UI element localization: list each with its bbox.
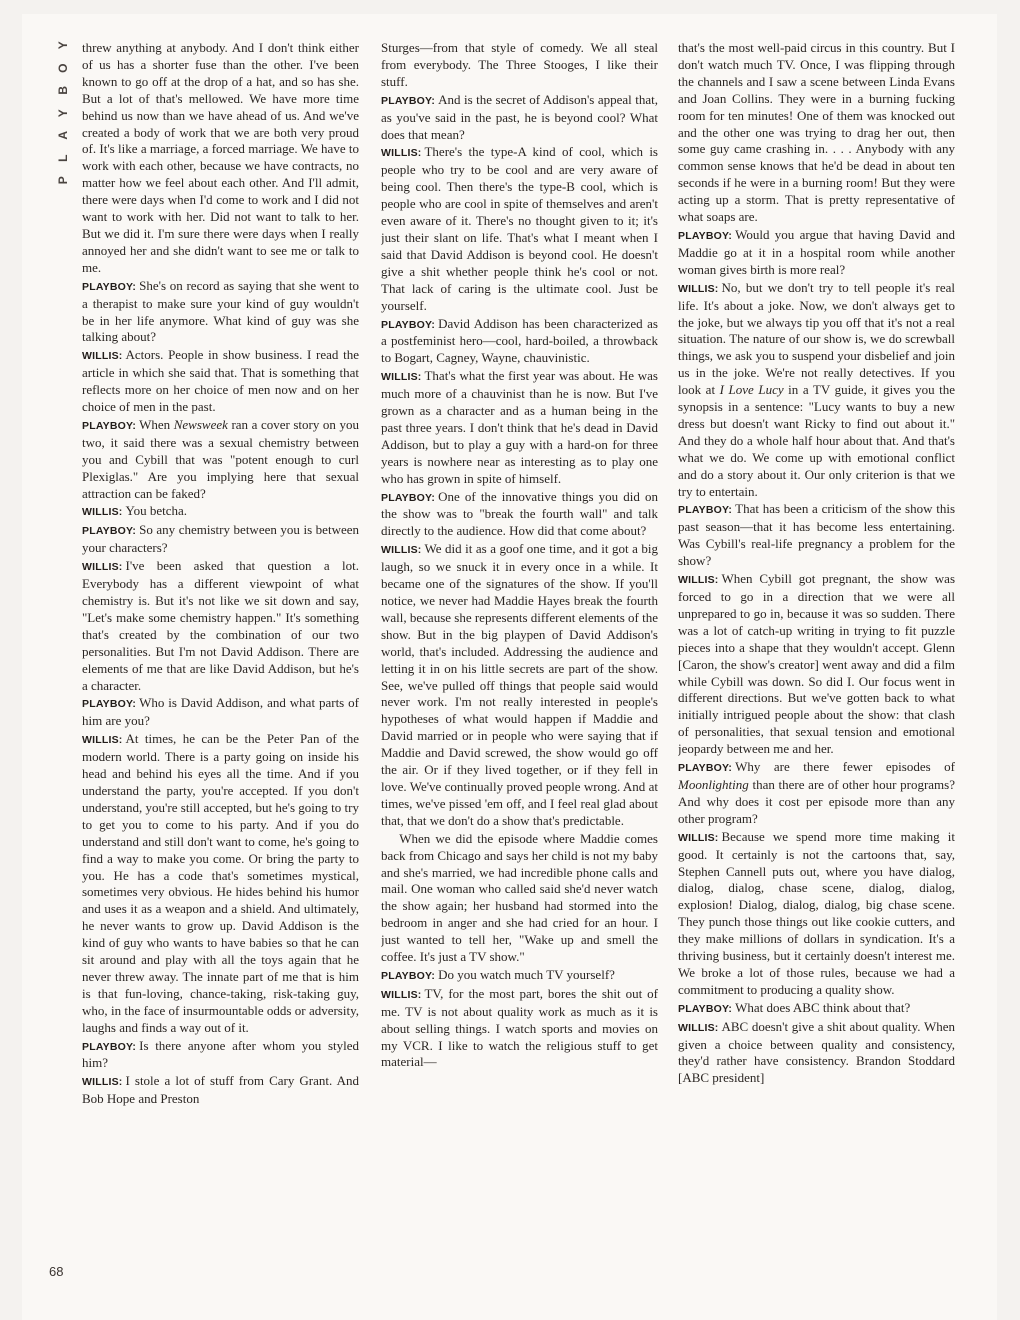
- speaker-label: PLAYBOY:: [678, 504, 733, 517]
- interview-paragraph: [678, 571, 955, 758]
- paragraph-text: Is there anyone after whom you styled him?: [82, 1037, 359, 1071]
- paragraph-text: That has been a criticism of the show this past season—that it has become less entertaining. Was Cybill's real-life pregnancy a problem for the show?: [678, 501, 955, 569]
- interview-paragraph: [678, 1000, 955, 1018]
- interview-paragraph: [82, 417, 359, 503]
- interview-paragraph: [82, 503, 359, 521]
- masthead-letter: O: [55, 63, 70, 73]
- paragraph-text: Why are there fewer episodes of: [735, 759, 955, 775]
- paragraph-text: You betcha.: [125, 503, 187, 519]
- continuation-paragraph: [82, 40, 359, 277]
- paragraph-text: ran a cover story on you two, it said there was a sexual chemistry between you and Cybill that was "potent enough to curl Plexiglas." Are you implying here that sexual attraction can be faked?: [82, 416, 359, 501]
- continuation-paragraph: [381, 40, 658, 91]
- speaker-label: PLAYBOY:: [678, 1002, 733, 1015]
- speaker-label: PLAYBOY:: [82, 419, 137, 432]
- paragraph-text: threw anything at anybody. And I don't think either of us has a shorter fuse than the other. I've been known to go off at the drop of a hat, and so has she. But a lot of that's mellowed. We have more time behind us now than we have ahead of us. And we've created a body of work that we are both very proud of. It's like a marriage, a forced marriage. We have to work with each other, because we have contracts, no matter how we feel about each other. And I'll admit, there were days when I'd come to work and I did not want to work with her. Did not want to talk to her. But we did it. I'm sure there were days when I really annoyed her and she didn't want to see me or talk to me.: [82, 40, 359, 275]
- paragraph-text: What does ABC think about that?: [735, 999, 911, 1015]
- speaker-label: WILLIS:: [82, 734, 123, 747]
- speaker-label: WILLIS:: [381, 988, 422, 1001]
- paragraph-text: David Addison has been characterized as a postfeminist hero—cool, hard-boiled, a throwback to Bogart, Cagney, Wayne, chauvinistic.: [381, 315, 658, 366]
- paragraph-text: Would you argue that having David and Maddie go at it in a hospital room while another woman gives birth is more real?: [678, 226, 955, 277]
- interview-paragraph: [82, 695, 359, 730]
- speaker-label: PLAYBOY:: [381, 318, 436, 331]
- paragraph-text: than there are of other hour programs? And why does it cost per episode more than any other program?: [678, 776, 955, 826]
- paragraph-text: Sturges—from that style of comedy. We all steal from everybody. The Three Stooges, I like their stuff.: [381, 40, 658, 89]
- interview-paragraph: [82, 278, 359, 347]
- text-column-2: [381, 40, 658, 1292]
- paragraph-text: in a TV guide, it gives you the synopsis in a sentence: "Lucy wants to buy a new dress but doesn't want Ricky to find out about it." And they do a whole half hour about that. And that's what we do. We come up with emotional conflict and do a story about it. Our only criterion is that we try to entertain.: [678, 382, 955, 499]
- interview-paragraph: [381, 368, 658, 487]
- masthead-letter: B: [55, 85, 70, 95]
- speaker-label: WILLIS:: [82, 1076, 123, 1089]
- interview-paragraph: [82, 522, 359, 557]
- speaker-label: WILLIS:: [381, 147, 422, 160]
- masthead: [52, 34, 74, 192]
- text-column-1: [82, 40, 359, 1292]
- interview-paragraph: [678, 1019, 955, 1088]
- speaker-label: WILLIS:: [381, 544, 422, 557]
- magazine-page: [22, 14, 997, 1320]
- interview-paragraph: [678, 227, 955, 279]
- speaker-label: PLAYBOY:: [82, 280, 137, 293]
- paragraph-text: So any chemistry between you is between your characters?: [82, 522, 359, 556]
- speaker-label: WILLIS:: [678, 574, 719, 587]
- interview-paragraph: [82, 1073, 359, 1108]
- paragraph-text: When we did the episode where Maddie comes back from Chicago and says her child is not my baby and she's married, we had incredible phone calls and mail. One woman who called said she'd never watch the show again; her husband had stormed into the bedroom in anger and she had cried for an hour. I just wanted to tell her, "Wake up and smell the coffee. It's just a TV show.": [381, 830, 658, 965]
- masthead-letter: L: [55, 154, 70, 162]
- paragraph-text: ABC doesn't give a shit about quality. When given a choice between quality and consistency, they'd rather have consistency. Brandon Stoddard [ABC president]: [678, 1018, 955, 1086]
- speaker-label: WILLIS:: [82, 350, 123, 363]
- interview-paragraph: [82, 731, 359, 1036]
- interview-paragraph: [678, 759, 955, 828]
- speaker-label: PLAYBOY:: [381, 969, 436, 982]
- speaker-label: PLAYBOY:: [678, 762, 733, 775]
- continuation-paragraph: [381, 831, 658, 966]
- masthead-letter: P: [55, 176, 70, 185]
- interview-paragraph: [678, 501, 955, 570]
- speaker-label: WILLIS:: [82, 561, 123, 574]
- speaker-label: PLAYBOY:: [381, 94, 436, 107]
- paragraph-text: That's what the first year was about. He was much more of a chauvinist than he is now. But I've grown as a character and as a human being in the past three years. I don't think that he's dead in David Addison, but to play a guy with a hard-on for three years is nowhere near as interesting as to play one who has grown in spite of himself.: [381, 368, 658, 486]
- interview-paragraph: [82, 347, 359, 416]
- speaker-label: WILLIS:: [381, 371, 422, 384]
- speaker-label: WILLIS:: [678, 282, 719, 295]
- masthead-letter: A: [55, 130, 70, 140]
- interview-paragraph: [381, 489, 658, 541]
- paragraph-text: She's on record as saying that she went to a therapist to make sure your kind of guy wouldn't be in her life anymore. What kind of guy was she talking about?: [82, 277, 359, 345]
- speaker-label: PLAYBOY:: [82, 1040, 137, 1053]
- paragraph-text: TV, for the most part, bores the shit out of me. TV is not about quality work as much as it is about selling things. I watch sports and movies on my VCR. I like to watch the religious stuff to get material—: [381, 985, 658, 1070]
- interview-paragraph: [82, 1038, 359, 1073]
- speaker-label: WILLIS:: [678, 831, 719, 844]
- paragraph-text: I've been asked that question a lot. Everybody has a different viewpoint of what chemistry is. But it's not like we sit down and say, "Let's make some chemistry happen." It's something that's created by the combination of our two personalities. But I'm not David Addison. There are elements of me that are like David Addison, but he's a character.: [82, 558, 359, 693]
- interview-paragraph: [381, 316, 658, 368]
- text-column-3: [678, 40, 955, 1292]
- speaker-label: PLAYBOY:: [381, 491, 436, 504]
- interview-paragraph: [381, 986, 658, 1072]
- paragraph-text: Actors. People in show business. I read the article in which she said that. That is something that reflects more on her choice of men now and on her choice of men in the past.: [82, 347, 359, 415]
- paragraph-text: that's the most well-paid circus in this country. But I don't watch much TV. Once, I was flipping through the channels and I saw a scene between Linda Evans and Joan Collins. They were in a burning fucking room for ten minutes! One of them was knocked out and the other one was trying to drag her out, then some guy came crashing in. . . . Anybody with any common sense knows that he'd be dead in about ten seconds if he were in a burning room! But they were acting up a storm. That is pretty representative of what soaps are.: [678, 40, 955, 225]
- paragraph-text: Do you watch much TV yourself?: [438, 966, 615, 982]
- paragraph-text: There's the type-A kind of cool, which is people who try to be cool and are very aware of being cool. Then there's the type-B cool, which is people who are cool in spite of themselves and aren't even aware of it. There's no thought given to it; it's just their slant on life. That's what I meant when I said that David Addison is beyond cool. He doesn't give a shit whether people think he's cool or not. That lack of caring is the ultimate cool. Just be yourself.: [381, 144, 658, 313]
- italic-title: I Love Lucy: [719, 382, 784, 398]
- interview-paragraph: [381, 967, 658, 985]
- speaker-label: PLAYBOY:: [82, 525, 137, 538]
- masthead-letter: Y: [55, 108, 70, 117]
- interview-paragraph: [381, 92, 658, 144]
- paragraph-text: When Cybill got pregnant, the show was forced to go in a direction that we were all unprepared to go in, because it was so sudden. There was a lot of catch-up writing in trying to fit puzzle pieces into a shape that they wouldn't accept. Glenn [Caron, the show's creator] went away and did a film while Cybill was down. So did I. Our focus went in different directions. But we've gotten back to what initially intrigued people about the show: that clash of personalities, that sexual tension and emotional jeopardy between me and her.: [678, 571, 955, 757]
- paragraph-text: Because we spend more time making it good. It certainly is not the cartoons that, say, Stephen Cannell puts out, where you have dialog, dialog, dialog, chase scene, dialog, dialog, explosion! Dialog, dialog, dialog, big chase scene. They punch those things out like cookie cutters, and they make millions of dollars in syndication. It's a thriving business, but it certainly doesn't interest me. We broke a lot of those rules, because we had a commitment to producing a quality show.: [678, 828, 955, 997]
- speaker-label: WILLIS:: [82, 506, 123, 519]
- italic-title: Newsweek: [173, 416, 228, 432]
- paragraph-text: And is the secret of Addison's appeal that, as you've said in the past, he is beyond cool? What does that mean?: [381, 91, 658, 142]
- paragraph-text: One of the innovative things you did on the show was to "break the fourth wall" and talk directly to the audience. How did that come about?: [381, 488, 658, 539]
- speaker-label: WILLIS:: [678, 1021, 719, 1034]
- paragraph-text: At times, he can be the Peter Pan of the modern world. There is a party going on inside his head and behind his eyes all the time. And if you understand the party, you're accepted. If you don't understand, you're still accepted, but he's going to try to get you to come to his party. And if you do understand and still don't want to come, he's going to find a way to make you come. Or bring the party to you. He has a code that's sometimes mystical, sometimes very obvious. He hides behind his humor and uses it as a weapon and a shield. And ultimately, he never wants to grow up. David Addison is the kind of guy who wants to have babies so that he can sit around and play with all the toys again that he never threw away. The innate part of me that is him is that fun-loving, chance-taking, risk-taking guy, who, in the face of insurmountable odds or adversity, laughs and finds a way out of it.: [82, 731, 359, 1035]
- interview-paragraph: [678, 280, 955, 501]
- masthead-letter: Y: [55, 41, 70, 50]
- continuation-paragraph: [678, 40, 955, 226]
- paragraph-text: When: [139, 416, 174, 432]
- speaker-label: PLAYBOY:: [678, 229, 733, 242]
- interview-paragraph: [82, 558, 359, 694]
- paragraph-text: We did it as a goof one time, and it got a big laugh, so we snuck it in every once in a while. It became one of the signatures of the show. If you'll notice, we never had Maddie Hayes break the fourth wall, because she represents different elements of the show. But in the big playpen of David Addison's world, that's included. Addressing the audience and letting it in on his little secrets are part of the show. See, we've pulled off things that people said would never work. I'm not really interested in people's hypotheses of what would happen if Maddie and David married or in people who were saying that if Maddie and David screwed, the show would go off the air. Or if they lived together, or if they fell in love. We've continually proved people wrong. And at times, we've pissed 'em off, and I feel real glad about that, that we don't do a show that's predictable.: [381, 541, 658, 828]
- italic-title: Moonlighting: [678, 776, 749, 792]
- paragraph-text: I stole a lot of stuff from Cary Grant. And Bob Hope and Preston: [82, 1073, 359, 1107]
- interview-paragraph: [381, 541, 658, 829]
- paragraph-text: No, but we don't try to tell people it's real life. It's about a joke. Now, we don't always get to the joke, but we always tip you off that it's not a real situation. The nature of our show is, we do screwball things, we ask you to suspend your disbelief and join us in the joke. We're not really detectives. If you look at: [678, 279, 955, 398]
- paragraph-text: Who is David Addison, and what parts of him are you?: [82, 695, 359, 729]
- interview-paragraph: [678, 829, 955, 999]
- speaker-label: PLAYBOY:: [82, 698, 137, 711]
- interview-paragraph: [381, 144, 658, 314]
- page-number: 68: [49, 1264, 64, 1279]
